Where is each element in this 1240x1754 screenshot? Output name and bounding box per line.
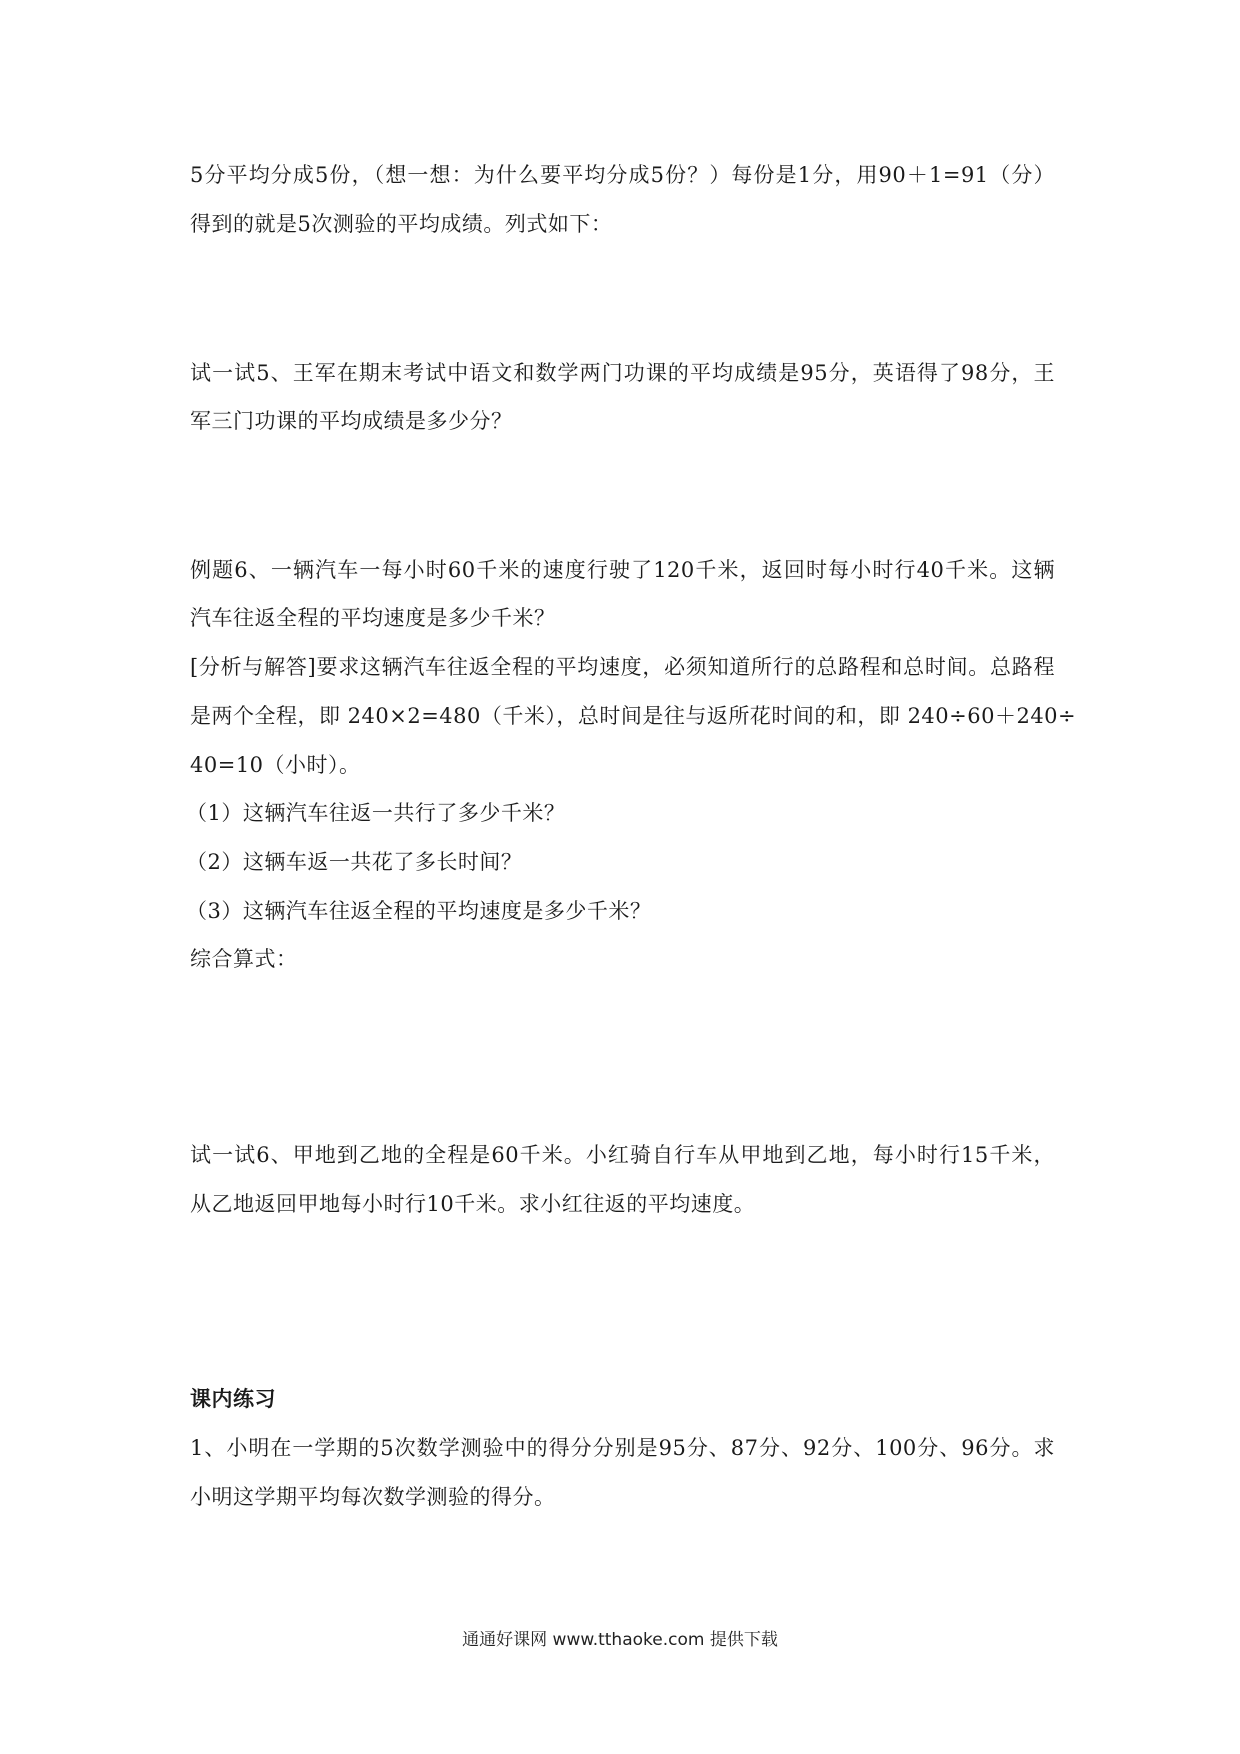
- page-footer: 通通好课网 www.tthaoke.com 提供下载: [462, 1630, 778, 1650]
- paragraph-line: 5分平均分成5份，（想一想：为什么要平均分成5份？）每份是1分，用90＋1=91（分）: [190, 163, 1055, 187]
- analysis-line: 40=10（小时）。: [190, 753, 361, 777]
- step-item: （2）这辆车返一共花了多长时间？: [186, 850, 523, 874]
- paragraph-line: 得到的就是5次测验的平均成绩。列式如下：: [190, 212, 613, 236]
- section-heading: 课内练习: [190, 1387, 276, 1411]
- practice-item-line: 1、小明在一学期的5次数学测验中的得分分别是95分、87分、92分、100分、96分。求: [190, 1436, 1055, 1460]
- try-it-6-line: 试一试6、甲地到乙地的全程是60千米。小红骑自行车从甲地到乙地，每小时行15千米，: [190, 1143, 1055, 1167]
- analysis-line: 是两个全程，即 240×2=480（千米），总时间是往与返所花时间的和，即 240÷60＋240÷: [190, 704, 1077, 728]
- try-it-6-line: 从乙地返回甲地每小时行10千米。求小红往返的平均速度。: [190, 1192, 756, 1216]
- practice-item-line: 小明这学期平均每次数学测验的得分。: [190, 1485, 556, 1509]
- example-6-line: 例题6、一辆汽车一每小时60千米的速度行驶了120千米，返回时每小时行40千米。这辆: [190, 558, 1055, 582]
- try-it-5-line: 军三门功课的平均成绩是多少分？: [190, 409, 513, 433]
- try-it-5-line: 试一试5、王军在期末考试中语文和数学两门功课的平均成绩是95分，英语得了98分，王: [190, 361, 1055, 385]
- analysis-line: [分析与解答]要求这辆汽车往返全程的平均速度，必须知道所行的总路程和总时间。总路程: [190, 655, 1055, 679]
- step-item: （1）这辆汽车往返一共行了多少千米？: [186, 801, 566, 825]
- example-6-line: 汽车往返全程的平均速度是多少千米？: [190, 606, 556, 630]
- combined-formula-label: 综合算式：: [190, 947, 298, 971]
- step-item: （3）这辆汽车往返全程的平均速度是多少千米？: [186, 899, 652, 923]
